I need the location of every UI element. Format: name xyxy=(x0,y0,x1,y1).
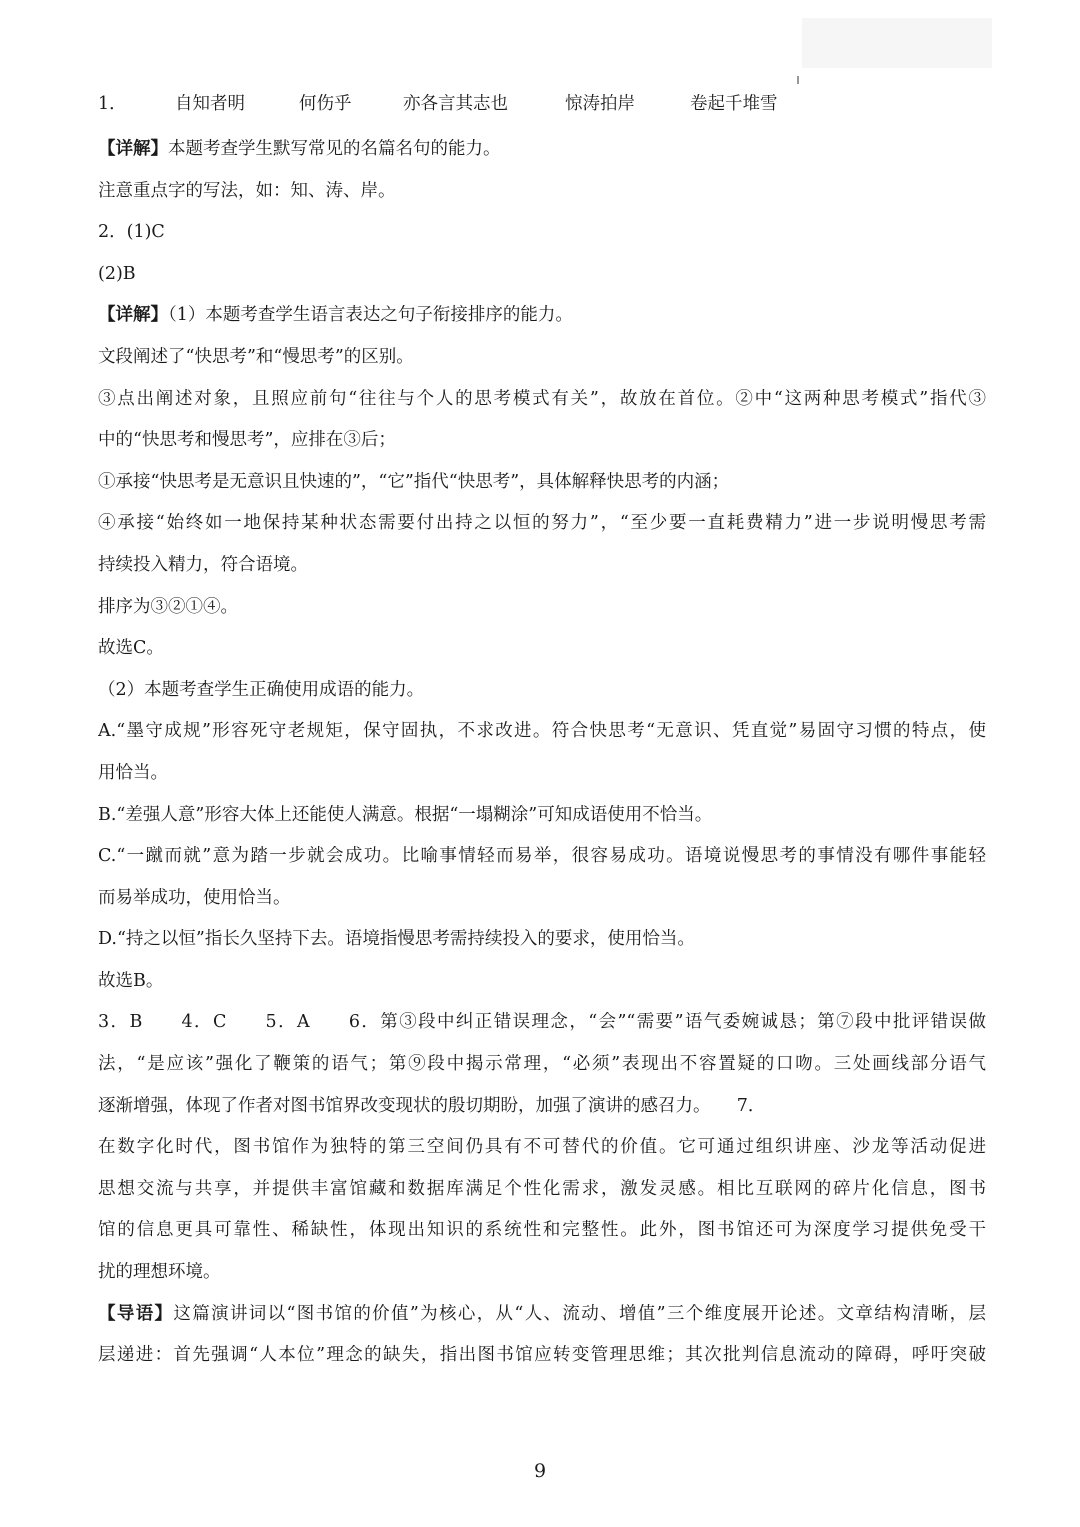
line-text: （1）本题考查学生语言表达之句子衔接排序的能力。 xyxy=(168,305,573,326)
line-text: A.“墨守成规”形容死守老规矩，保守固执，不求改进。符合快思考“无意识、凭直觉”易固守习惯的特点，使 xyxy=(98,721,986,742)
line-text: 注意重点字的写法，如：知、涛、岸。 xyxy=(98,180,396,201)
line-text: 用恰当。 xyxy=(98,762,168,783)
line-text: (2)B xyxy=(98,263,136,284)
text-line xyxy=(98,753,986,795)
line-text: 本题考查学生默写常见的名篇名句的能力。 xyxy=(168,139,501,159)
answer-blank-1: 自知者明 xyxy=(175,94,245,114)
line-text: 馆的信息更具可靠性、稀缺性，体现出知识的系统性和完整性。此外，图书馆还可为深度学习提供免受干 xyxy=(98,1220,986,1241)
text-line xyxy=(98,670,986,712)
text-line xyxy=(98,1252,986,1294)
text-line xyxy=(98,1294,986,1336)
line-text: （2）本题考查学生正确使用成语的能力。 xyxy=(98,679,425,700)
text-line xyxy=(98,254,986,296)
text-line xyxy=(98,961,986,1003)
line-text: ①承接“快思考是无意识且快速的”，“它”指代“快思考”，具体解释快思考的内涵； xyxy=(98,471,730,492)
section-label: 【详解】 xyxy=(98,305,168,326)
line-text: 持续投入精力，符合语境。 xyxy=(98,554,308,575)
line-text: 排序为③②①④。 xyxy=(98,596,238,617)
line-text: 中的“快思考和慢思考”，应排在③后； xyxy=(98,430,396,451)
text-line xyxy=(98,420,986,462)
line-text: D.“持之以恒”指长久坚持下去。语境指慢思考需持续投入的要求，使用恰当。 xyxy=(98,929,695,950)
line-text: 扰的理想环境。 xyxy=(98,1262,221,1283)
text-line xyxy=(98,795,986,837)
line-text: 2．(1)C xyxy=(98,222,165,243)
text-line xyxy=(98,1169,986,1211)
text-line xyxy=(98,337,986,379)
text-line xyxy=(98,919,986,961)
line-text: 思想交流与共享，并提供丰富馆藏和数据库满足个性化需求，激发灵感。相比互联网的碎片化信息，图书 xyxy=(98,1178,986,1199)
text-line xyxy=(98,129,986,171)
line-text: 逐渐增强，体现了作者对图书馆界改变现状的殷切期盼，加强了演讲的感召力。 7． xyxy=(98,1095,766,1116)
line-text: 而易举成功，使用恰当。 xyxy=(98,887,291,908)
answer-explanation-body xyxy=(98,129,986,1377)
section-label: 【详解】 xyxy=(98,139,168,159)
text-line xyxy=(98,1210,986,1252)
text-line xyxy=(98,295,986,337)
text-line xyxy=(98,587,986,629)
line-text: ③点出阐述对象，且照应前句“往往与个人的思考模式有关”，故放在首位。②中“这两种思考模式”指代③ xyxy=(98,388,986,409)
text-line xyxy=(98,1127,986,1169)
page-number: 9 xyxy=(533,1460,547,1482)
text-line xyxy=(98,545,986,587)
line-text: B.“差强人意”形容大体上还能使人满意。根据“一塌糊涂”可知成语使用不恰当。 xyxy=(98,804,713,825)
text-line xyxy=(98,462,986,504)
text-line xyxy=(98,171,986,213)
scan-tick-mark xyxy=(797,76,799,84)
section-label: 【导语】 xyxy=(98,1303,174,1324)
text-line xyxy=(98,878,986,920)
line-text: 法，“是应该”强化了鞭策的语气；第⑨段中揭示常理，“必须”表现出不容置疑的口吻。三处画线部分语气 xyxy=(98,1054,986,1075)
line-text: ④承接“始终如一地保持某种状态需要付出持之以恒的努力”，“至少要一直耗费精力”进一步说明慢思考需 xyxy=(98,513,986,534)
line-text: 在数字化时代，图书馆作为独特的第三空间仍具有不可替代的价值。它可通过组织讲座、沙龙等活动促进 xyxy=(98,1137,986,1158)
line-text: 3．B 4．C 5．A 6．第③段中纠正错误理念，“会”“需要”语气委婉诚恳；第⑦段中批评错误做 xyxy=(98,1012,986,1033)
text-line xyxy=(98,1086,986,1128)
text-line xyxy=(98,379,986,421)
line-text: 故选B。 xyxy=(98,970,164,991)
text-line xyxy=(98,503,986,545)
text-line xyxy=(98,1002,986,1044)
answer-blank-2: 何伤乎 xyxy=(299,94,352,114)
line-text: 故选C。 xyxy=(98,638,164,659)
answer-blank-5: 卷起千堆雪 xyxy=(690,94,778,114)
answer-blank-4: 惊涛拍岸 xyxy=(565,94,635,114)
scan-corner-mark xyxy=(802,18,992,68)
line-text: 这篇演讲词以“图书馆的价值”为核心，从“人、流动、增值”三个维度展开论述。文章结构清晰，层 xyxy=(173,1303,986,1324)
text-line xyxy=(98,1044,986,1086)
answer-blank-3: 亦各言其志也 xyxy=(403,94,508,114)
text-line xyxy=(98,711,986,753)
question-1-number: 1． xyxy=(98,94,127,114)
line-text: 层递进：首先强调“人本位”理念的缺失，指出图书馆应转变管理思维；其次批判信息流动的障碍，呼吁突破 xyxy=(98,1345,986,1366)
text-line xyxy=(98,628,986,670)
line-text: C.“一蹴而就”意为踏一步就会成功。比喻事情轻而易举，很容易成功。语境说慢思考的事情没有哪件事能轻 xyxy=(98,846,986,867)
text-line xyxy=(98,1335,986,1377)
line-text: 文段阐述了“快思考”和“慢思考”的区别。 xyxy=(98,346,414,367)
text-line xyxy=(98,212,986,254)
text-line xyxy=(98,836,986,878)
